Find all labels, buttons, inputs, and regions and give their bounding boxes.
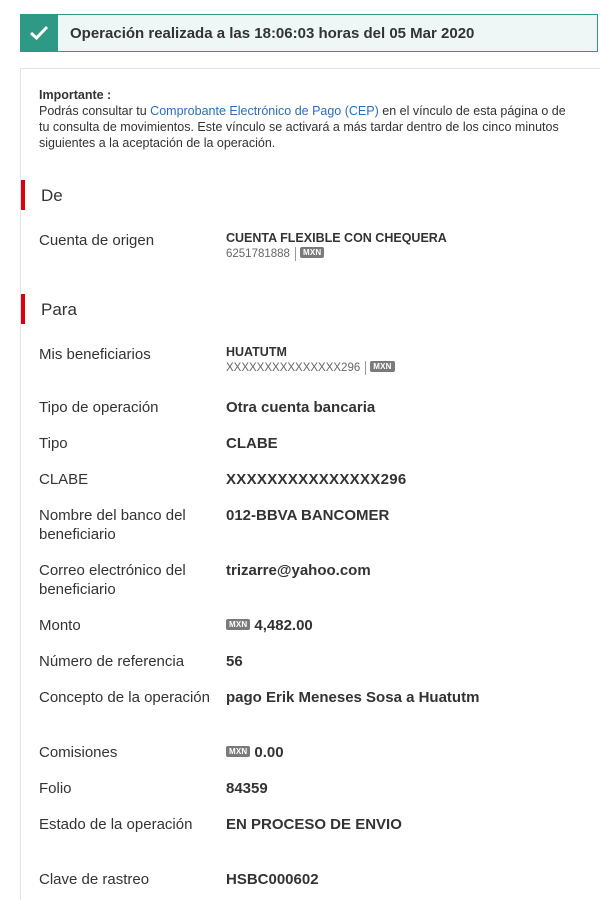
type-value: CLABE [226, 435, 278, 452]
section-de [21, 180, 600, 210]
folio-label: Folio [39, 780, 72, 797]
reference-label: Número de referencia [39, 653, 185, 670]
tracking-value: HSBC000602 [226, 871, 319, 888]
concept-value: pago Erik Meneses Sosa a Huatutm [226, 689, 480, 706]
folio-value: 84359 [226, 780, 268, 797]
notice-text-before: Podrás consultar tu [39, 104, 151, 118]
currency-badge: MXN [370, 361, 394, 372]
origin-account-value [226, 231, 596, 261]
beneficiary-value [226, 345, 596, 375]
origin-account-sub [226, 247, 596, 261]
bank-name-label: Nombre del banco del beneficiario [39, 507, 186, 543]
type-label: Tipo [39, 435, 68, 452]
origin-account-name: CUENTA FLEXIBLE CON CHEQUERA [226, 231, 447, 245]
beneficiary-name: HUATUTM [226, 345, 287, 359]
operation-type-label: Tipo de operación [39, 399, 159, 416]
currency-badge: MXN [226, 619, 250, 630]
section-marker [21, 294, 25, 324]
clabe-label: CLABE [39, 471, 89, 488]
currency-badge: MXN [300, 247, 324, 258]
cep-link[interactable]: Comprobante Electrónico de Pago (CEP) [150, 104, 379, 118]
checkmark-icon [20, 14, 58, 52]
receipt-card [20, 68, 600, 900]
success-banner [20, 14, 598, 52]
notice-title: Importante : [39, 88, 112, 102]
currency-badge: MXN [226, 746, 250, 757]
important-notice [39, 87, 579, 151]
status-label: Estado de la operación [39, 816, 193, 833]
section-para-title: Para [41, 300, 77, 319]
origin-account-number: 6251781888 [226, 248, 290, 261]
fees-number: 0.00 [254, 744, 284, 761]
bank-name-value: 012-BBVA BANCOMER [226, 507, 390, 524]
email-label: Correo electrónico del beneficiario [39, 562, 186, 598]
reference-value: 56 [226, 653, 243, 670]
concept-label: Concepto de la operación [39, 689, 210, 706]
clabe-value: XXXXXXXXXXXXXXX296 [226, 471, 407, 488]
email-value: trizarre@yahoo.com [226, 562, 371, 579]
section-marker [21, 180, 25, 210]
amount-number: 4,482.00 [254, 617, 313, 634]
fees-value [226, 743, 596, 762]
beneficiary-account: XXXXXXXXXXXXXXX296 [226, 362, 361, 375]
section-para [21, 294, 600, 324]
section-de-title: De [41, 186, 63, 205]
beneficiary-label: Mis beneficiarios [39, 346, 151, 363]
amount-value [226, 616, 596, 635]
success-message: Operación realizada a las 18:06:03 horas del 05 Mar 2020 [70, 24, 475, 42]
operation-type-value: Otra cuenta bancaria [226, 399, 376, 416]
amount-label: Monto [39, 617, 81, 634]
beneficiary-sub [226, 361, 596, 375]
notice-text-after: en el vínculo de esta página o de tu consulta de movimientos. Este vínculo se activará a más tardar dentro de los cinco minutos siguientes a la aceptación de la operación. [39, 104, 566, 150]
origin-account-label: Cuenta de origen [39, 232, 155, 249]
status-value: EN PROCESO DE ENVIO [226, 816, 402, 833]
tracking-label: Clave de rastreo [39, 871, 150, 888]
fees-label: Comisiones [39, 744, 118, 761]
